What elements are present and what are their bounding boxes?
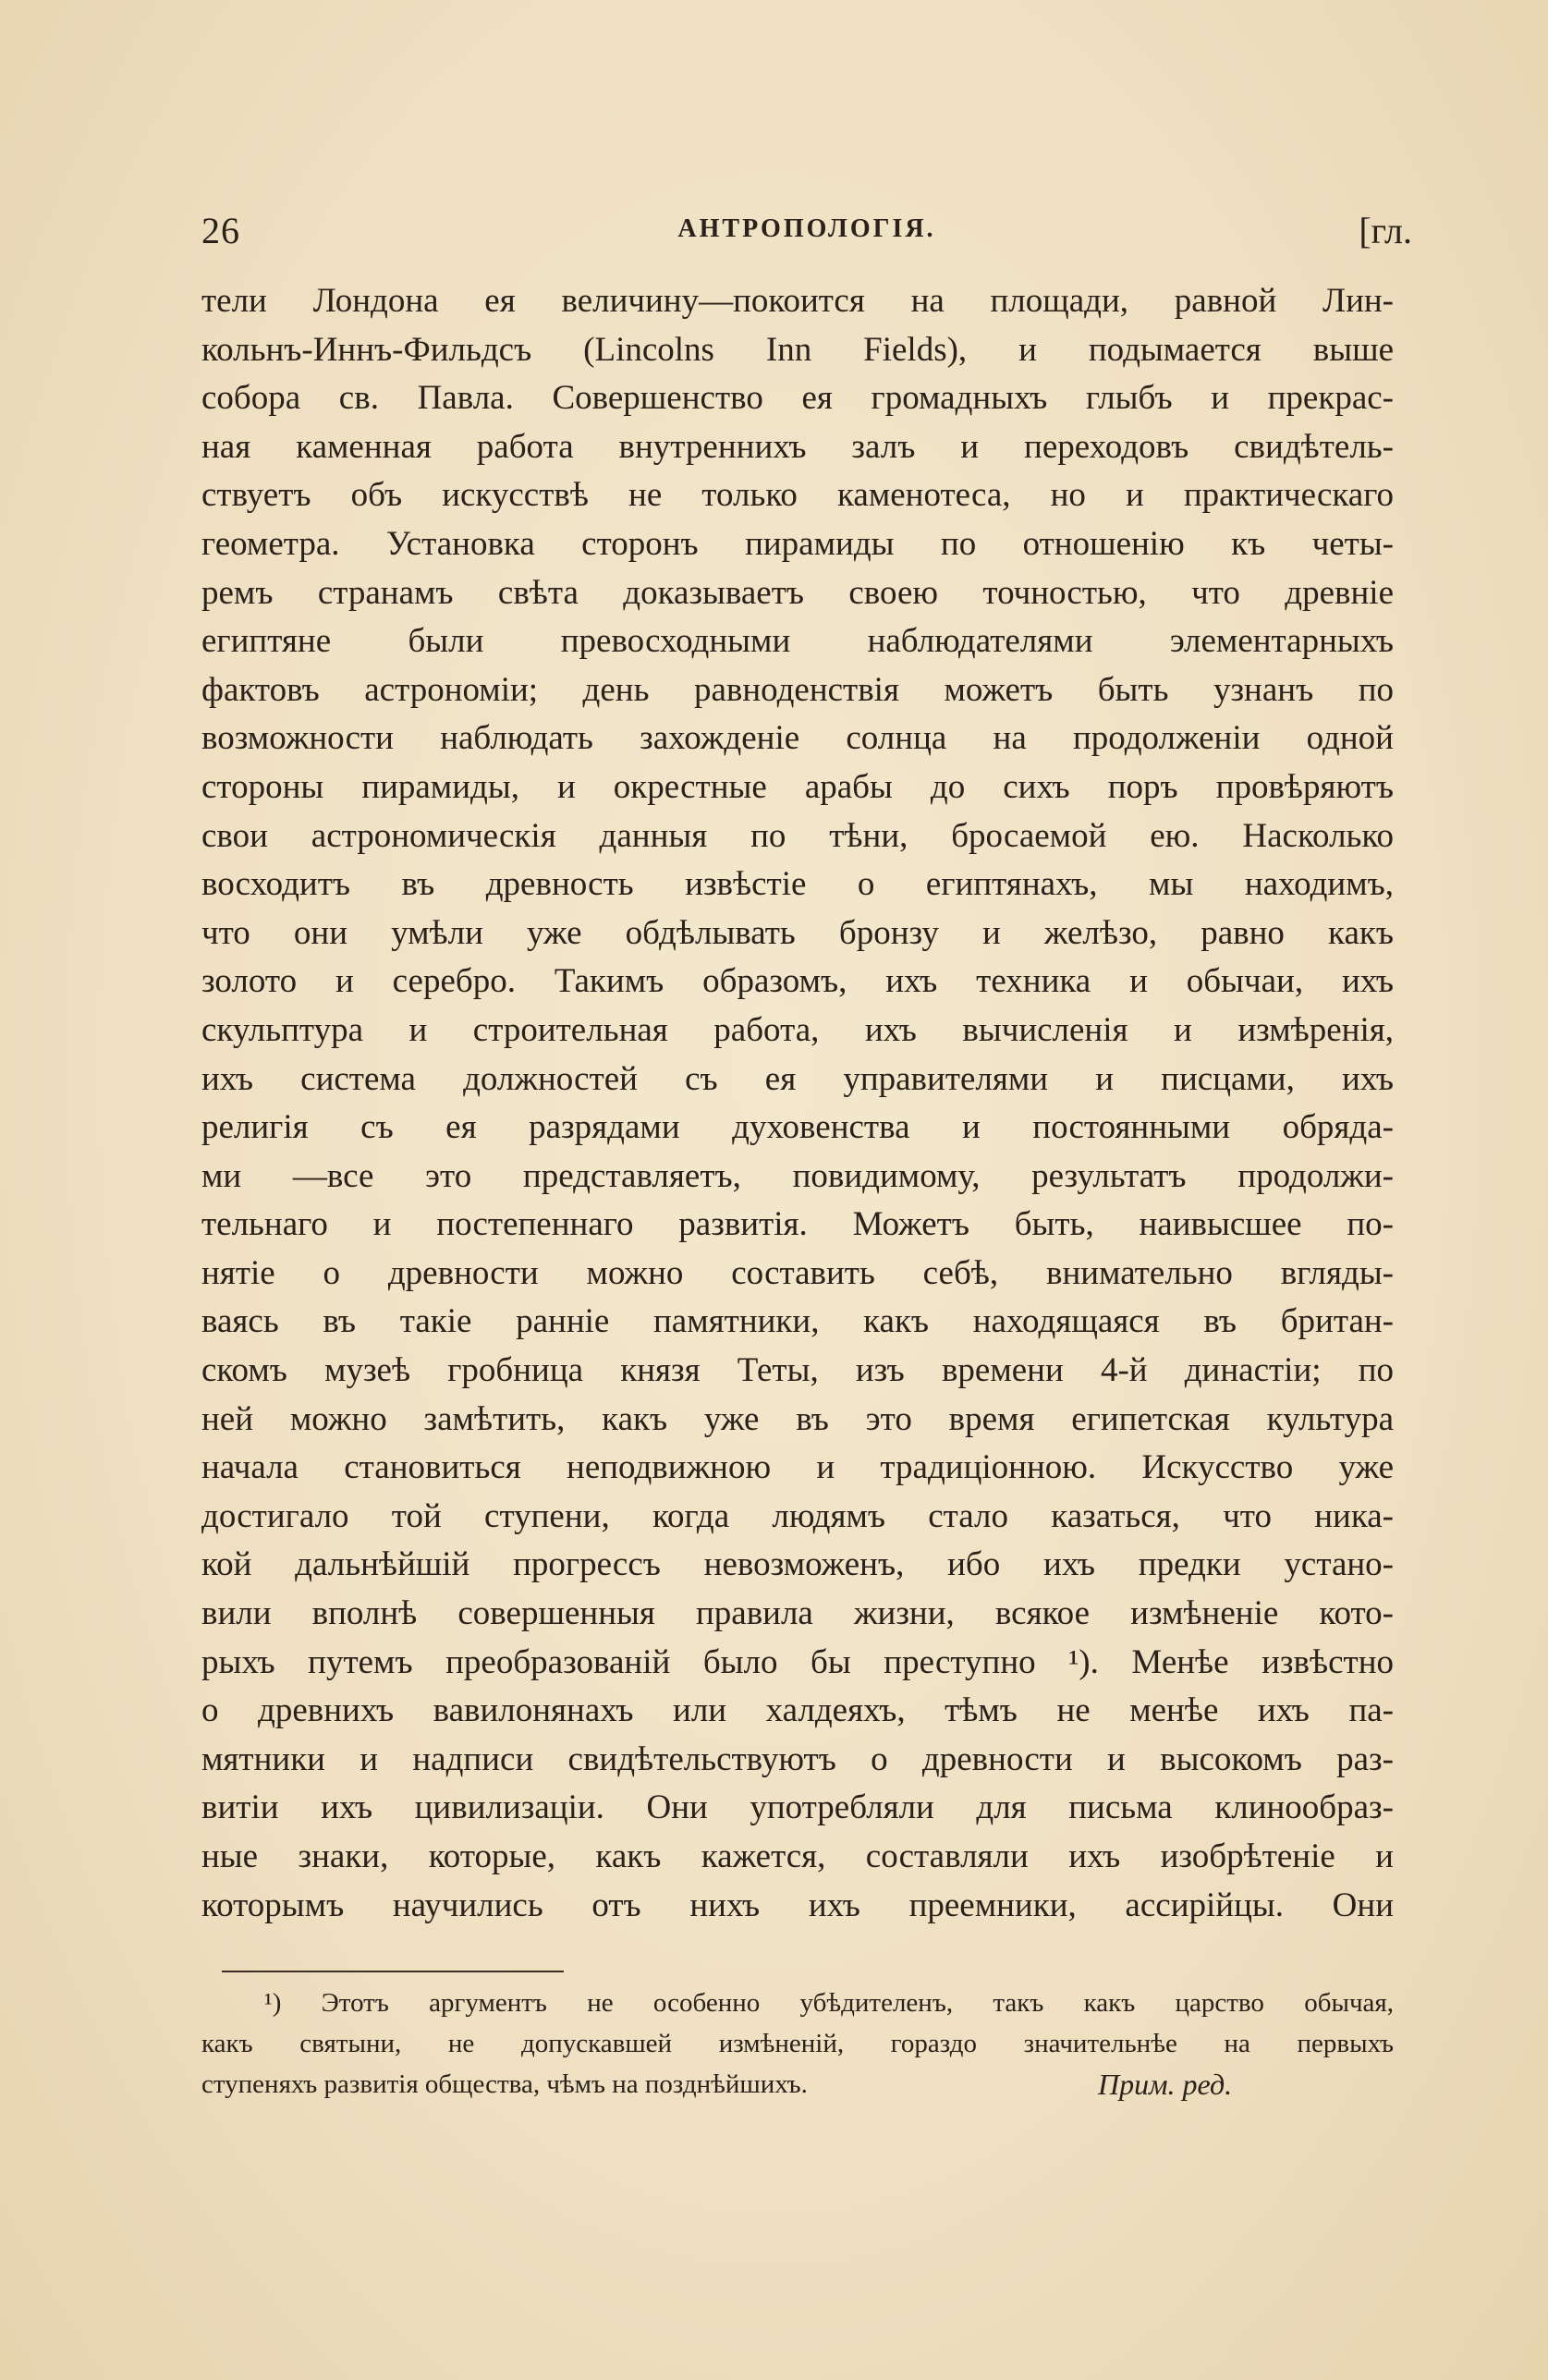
text-line: начала становиться неподвижною и традиціонною. Искусство уже (201, 1448, 1394, 1487)
text-line: рыхъ путемъ преобразованій было бы преступно ¹). Менѣе извѣстно (201, 1642, 1394, 1681)
footnote-line: ¹) Этотъ аргументъ не особенно убѣдителенъ, такъ какъ царство обычая, (264, 1988, 1394, 2018)
text-line: ремъ странамъ свѣта доказываетъ своею точностью, что древніе (201, 573, 1394, 612)
text-line: свои астрономическія данныя по тѣни, бросаемой ею. Насколько (201, 816, 1394, 855)
text-line: ствуетъ объ искусствѣ не только каменотеса, но и практическаго (201, 476, 1394, 515)
text-line: возможности наблюдать захожденіе солнца на продолженіи одной (201, 719, 1394, 758)
text-line: тели Лондона ея величину—покоится на площади, равной Лин- (201, 282, 1394, 320)
text-line: восходитъ въ древность извѣстіе о египтянахъ, мы находимъ, (201, 865, 1394, 904)
text-line: тельнаго и постепеннаго развитія. Можетъ быть, наивысшее по- (201, 1205, 1394, 1244)
footnote-separator (222, 1971, 564, 1972)
text-line: скульптура и строительная работа, ихъ вычисленія и измѣренія, (201, 1010, 1394, 1049)
text-line: египтяне были превосходными наблюдателями элементарныхъ (201, 622, 1394, 661)
text-line: геометра. Установка сторонъ пирамиды по отношенію къ четы- (201, 524, 1394, 563)
footnote-line: какъ святыни, не допускавшей измѣненій, гораздо значительнѣе на первыхъ (201, 2029, 1394, 2058)
text-line: стороны пирамиды, и окрестные арабы до сихъ поръ провѣряютъ (201, 767, 1394, 806)
text-line: кой дальнѣйшій прогрессъ невозможенъ, ибо ихъ предки устано- (201, 1545, 1394, 1584)
text-line: религія съ ея разрядами духовенства и постоянными обряда- (201, 1108, 1394, 1147)
text-line: вили вполнѣ совершенныя правила жизни, всякое измѣненіе кото- (201, 1594, 1394, 1633)
text-line: ная каменная работа внутреннихъ залъ и переходовъ свидѣтель- (201, 427, 1394, 466)
text-line: что они умѣли уже обдѣлывать бронзу и желѣзо, равно какъ (201, 913, 1394, 952)
footnote (201, 1983, 1394, 2105)
text-line: ми —все это представляетъ, повидимому, результатъ продолжи- (201, 1156, 1394, 1195)
text-line: о древнихъ вавилонянахъ или халдеяхъ, тѣмъ не менѣе ихъ па- (201, 1691, 1394, 1730)
text-line: ваясь въ такіе ранніе памятники, какъ находящаяся въ британ- (201, 1302, 1394, 1341)
text-line: кольнъ-Иннъ-Фильдсъ (Lincolns Inn Fields), и подымается выше (201, 330, 1394, 369)
editor-note-credit: Прим. ред. (1098, 2068, 1233, 2101)
text-line: скомъ музеѣ гробница князя Теты, изъ времени 4-й династіи; по (201, 1351, 1394, 1390)
text-line: ней можно замѣтить, какъ уже въ это время египетская культура (201, 1399, 1394, 1438)
text-line: которымъ научились отъ нихъ ихъ преемники, ассирійцы. Они (201, 1886, 1394, 1924)
text-line: собора св. Павла. Совершенство ея громадныхъ глыбъ и прекрас- (201, 379, 1394, 418)
text-line: нятіе о древности можно составить себѣ, внимательно вгляды- (201, 1253, 1394, 1292)
text-line: золото и серебро. Такимъ образомъ, ихъ техника и обычаи, ихъ (201, 962, 1394, 1001)
page-number: 26 (201, 210, 240, 251)
chapter-mark: [гл. (1359, 210, 1412, 251)
text-line: ные знаки, которые, какъ кажется, составляли ихъ изобрѣтеніе и (201, 1837, 1394, 1875)
page-header (201, 203, 1412, 268)
text-line: фактовъ астрономіи; день равноденствія можетъ быть узнанъ по (201, 670, 1394, 709)
running-title: АНТРОПОЛОГІЯ. (677, 214, 936, 243)
text-line: мятники и надписи свидѣтельствуютъ о древности и высокомъ раз- (201, 1739, 1394, 1778)
text-line: витіи ихъ цивилизаціи. Они употребляли для письма клинообраз- (201, 1788, 1394, 1827)
text-line: достигало той ступени, когда людямъ стало казаться, что ника- (201, 1496, 1394, 1535)
footnote-line: ступеняхъ развитія общества, чѣмъ на позднѣйшихъ. (201, 2069, 808, 2099)
body-text (201, 277, 1394, 1930)
text-line: ихъ система должностей съ ея управителями и писцами, ихъ (201, 1059, 1394, 1098)
